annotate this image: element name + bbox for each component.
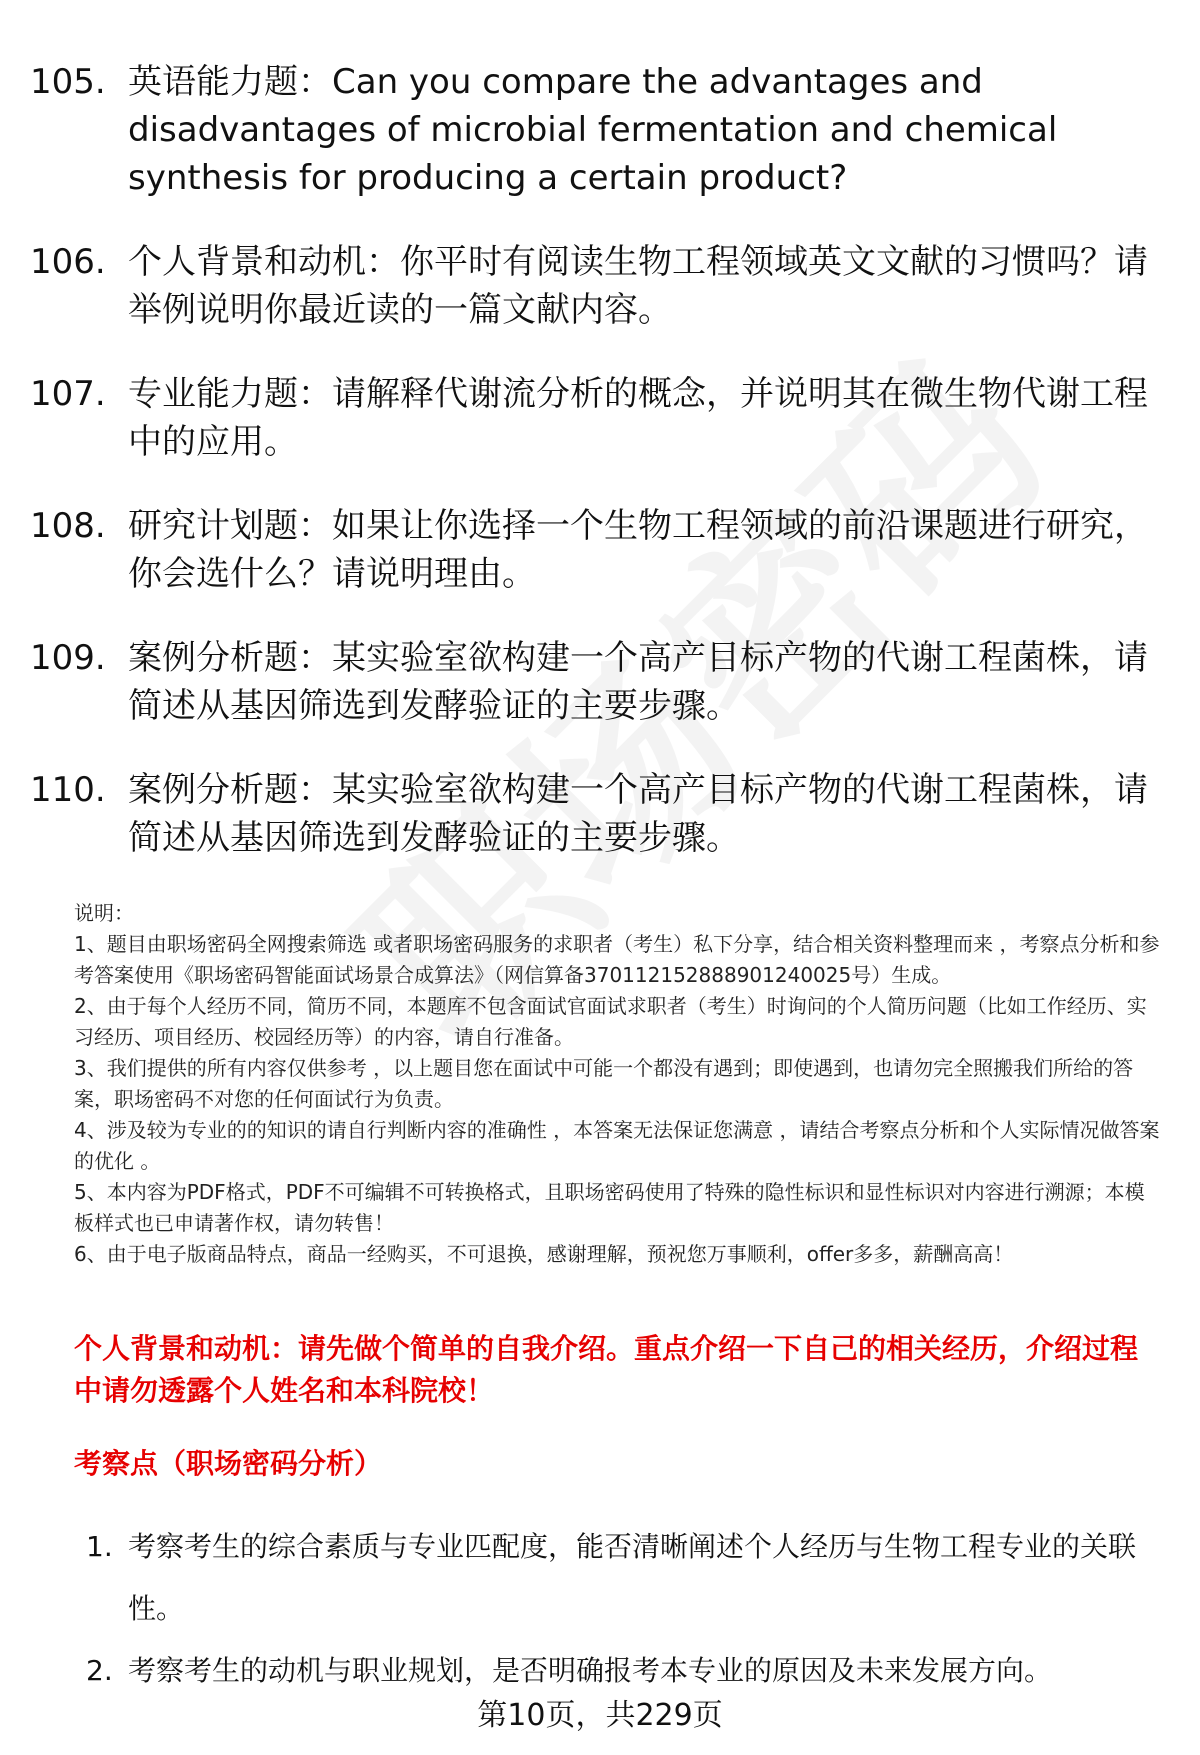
question-number: 110. xyxy=(30,770,106,810)
question-item xyxy=(30,634,1180,730)
analysis-heading: 考察点（职场密码分析） xyxy=(74,1447,383,1480)
question-text: 案例分析题：某实验室欲构建一个高产目标产物的代谢工程菌株，请简述从基因筛选到发酵验证的主要步骤。 xyxy=(128,638,1148,726)
question-text: 专业能力题：请解释代谢流分析的概念，并说明其在微生物代谢工程中的应用。 xyxy=(128,374,1148,462)
analysis-points xyxy=(86,1516,1166,1702)
featured-question: 个人背景和动机：请先做个简单的自我介绍。重点介绍一下自己的相关经历，介绍过程中请勿透露个人姓名和本科院校！ xyxy=(74,1332,1139,1407)
notes-section xyxy=(74,898,1164,1270)
question-item xyxy=(30,502,1180,598)
page-footer: 第10页，共229页 xyxy=(477,1698,723,1733)
point-number: 1. xyxy=(86,1530,113,1563)
question-text: 个人背景和动机：你平时有阅读生物工程领域英文文献的习惯吗？请举例说明你最近读的一篇文献内容。 xyxy=(128,242,1148,330)
point-text: 考察考生的动机与职业规划，是否明确报考本专业的原因及未来发展方向。 xyxy=(128,1654,1053,1687)
question-number: 107. xyxy=(30,374,106,414)
question-list xyxy=(30,58,1180,898)
point-number: 2. xyxy=(86,1654,113,1687)
question-item xyxy=(30,238,1180,334)
note-item: 4、涉及较为专业的的知识的请自行判断内容的准确性 ，本答案无法保证您满意 ，请结合考察点分析和个人实际情况做答案的优化 。 xyxy=(74,1118,1160,1173)
question-number: 109. xyxy=(30,638,106,678)
question-text: 研究计划题：如果让你选择一个生物工程领域的前沿课题进行研究，你会选什么？请说明理由。 xyxy=(128,506,1148,594)
question-text: 英语能力题：Can you compare the advantages and disadvantages of microbial fermentation and chemical synthesis for producing a certain product? xyxy=(128,62,1058,198)
analysis-point xyxy=(86,1640,1166,1702)
question-item xyxy=(30,370,1180,466)
question-item xyxy=(30,766,1180,862)
question-number: 108. xyxy=(30,506,106,546)
note-item: 5、本内容为PDF格式，PDF不可编辑不可转换格式，且职场密码使用了特殊的隐性标识和显性标识对内容进行溯源；本模板样式也已申请著作权，请勿转售！ xyxy=(74,1180,1145,1235)
note-item: 2、由于每个人经历不同，简历不同，本题库不包含面试官面试求职者（考生）时询问的个人简历问题（比如工作经历、实习经历、项目经历、校园经历等）的内容，请自行准备。 xyxy=(74,994,1147,1049)
note-item: 3、我们提供的所有内容仅供参考 ，以上题目您在面试中可能一个都没有遇到；即使遇到，也请勿完全照搬我们所给的答案，职场密码不对您的任何面试行为负责。 xyxy=(74,1056,1134,1111)
note-item: 6、由于电子版商品特点，商品一经购买，不可退换，感谢理解，预祝您万事顺利，offer多多，薪酬高高！ xyxy=(74,1242,1014,1266)
question-number: 106. xyxy=(30,242,106,282)
question-item xyxy=(30,58,1180,202)
note-item: 1、题目由职场密码全网搜索筛选 或者职场密码服务的求职者（考生）私下分享，结合相关资料整理而来 ，考察点分析和参考答案使用《职场密码智能面试场景合成算法》（网信算备370112152888901240025号）生成。 xyxy=(74,932,1160,987)
point-text: 考察考生的综合素质与专业匹配度，能否清晰阐述个人经历与生物工程专业的关联性。 xyxy=(128,1530,1137,1625)
question-number: 105. xyxy=(30,62,106,102)
question-text: 案例分析题：某实验室欲构建一个高产目标产物的代谢工程菌株，请简述从基因筛选到发酵验证的主要步骤。 xyxy=(128,770,1148,858)
analysis-point xyxy=(86,1516,1166,1640)
notes-title: 说明： xyxy=(74,901,134,925)
